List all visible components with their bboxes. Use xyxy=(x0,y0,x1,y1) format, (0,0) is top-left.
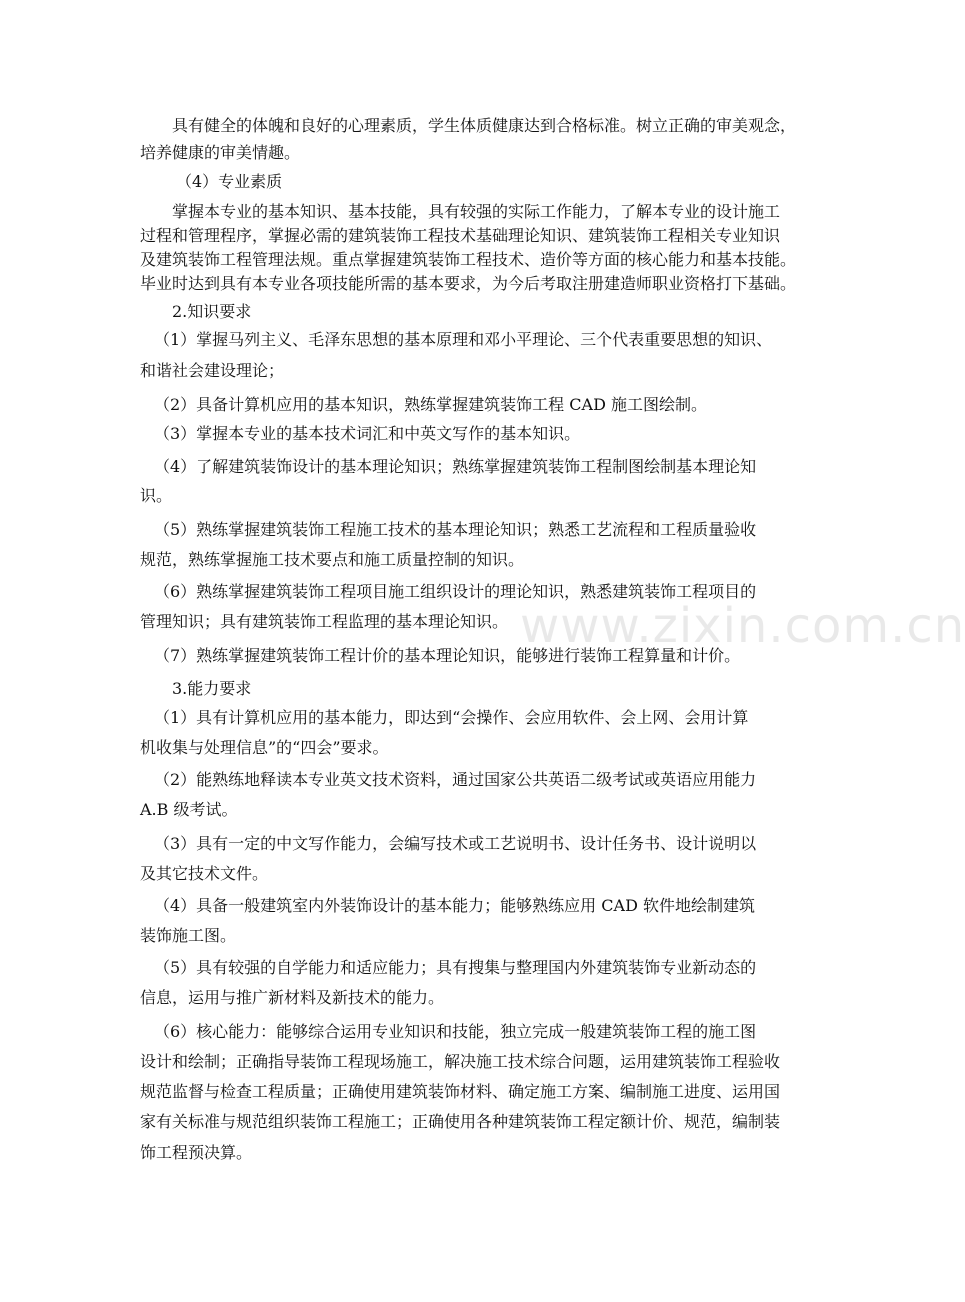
text-line: （5）熟练掌握建筑装饰工程施工技术的基本理论知识；熟悉工艺流程和工程质量验收 xyxy=(154,520,757,539)
text-line: （6）核心能力：能够综合运用专业知识和技能，独立完成一般建筑装饰工程的施工图 xyxy=(154,1022,757,1041)
text-line: 毕业时达到具有本专业各项技能所需的基本要求，为今后考取注册建造师职业资格打下基础。 xyxy=(140,274,797,293)
text-line: （4）了解建筑装饰设计的基本理论知识；熟练掌握建筑装饰工程制图绘制基本理论知 xyxy=(154,457,757,476)
text-line: 设计和绘制；正确指导装饰工程现场施工，解决施工技术综合问题，运用建筑装饰工程验收 xyxy=(140,1052,781,1071)
text-line: 管理知识；具有建筑装饰工程监理的基本理论知识。 xyxy=(140,612,509,631)
text-line: （7）熟练掌握建筑装饰工程计价的基本理论知识，能够进行装饰工程算量和计价。 xyxy=(154,646,741,665)
text-line: 识。 xyxy=(140,486,173,505)
text-line: 家有关标准与规范组织装饰工程施工；正确使用各种建筑装饰工程定额计价、规范，编制装 xyxy=(140,1112,781,1131)
text-line: （4）具备一般建筑室内外装饰设计的基本能力；能够熟练应用 CAD 软件地绘制建筑 xyxy=(154,896,755,915)
text-line: 及建筑装饰工程管理法规。重点掌握建筑装饰工程技术、造价等方面的核心能力和基本技能。 xyxy=(140,250,797,269)
section-heading: 2.知识要求 xyxy=(172,302,252,321)
text-line: 和谐社会建设理论； xyxy=(140,361,285,380)
text-line: （1）掌握马列主义、毛泽东思想的基本原理和邓小平理论、三个代表重要思想的知识、 xyxy=(154,330,773,349)
text-line: 规范，熟练掌握施工技术要点和施工质量控制的知识。 xyxy=(140,550,525,569)
text-line: （6）熟练掌握建筑装饰工程项目施工组织设计的理论知识，熟悉建筑装饰工程项目的 xyxy=(154,582,757,601)
text-line: （2）能熟练地释读本专业英文技术资料，通过国家公共英语二级考试或英语应用能力 xyxy=(154,770,757,789)
text-line: 装饰施工图。 xyxy=(140,926,237,945)
text-line: （5）具有较强的自学能力和适应能力；具有搜集与整理国内外建筑装饰专业新动态的 xyxy=(154,958,757,977)
section-heading: （4）专业素质 xyxy=(176,172,283,191)
text-line: （1）具有计算机应用的基本能力，即达到“会操作、会应用软件、会上网、会用计算 xyxy=(154,708,749,727)
text-line: 具有健全的体魄和良好的心理素质，学生体质健康达到合格标准。树立正确的审美观念， xyxy=(172,116,797,135)
text-line: （3）掌握本专业的基本技术词汇和中英文写作的基本知识。 xyxy=(154,424,581,443)
text-line: A.B 级考试。 xyxy=(140,800,238,819)
watermark: www.zixin.com.cn xyxy=(520,598,965,654)
text-line: 信息，运用与推广新材料及新技术的能力。 xyxy=(140,988,445,1007)
section-heading: 3.能力要求 xyxy=(172,679,252,698)
text-line: 过程和管理程序，掌握必需的建筑装饰工程技术基础理论知识、建筑装饰工程相关专业知识 xyxy=(140,226,781,245)
text-line: 机收集与处理信息”的“四会”要求。 xyxy=(140,738,389,757)
text-line: （2）具备计算机应用的基本知识，熟练掌握建筑装饰工程 CAD 施工图绘制。 xyxy=(154,395,707,414)
text-line: 规范监督与检查工程质量；正确使用建筑装饰材料、确定施工方案、编制施工进度、运用国 xyxy=(140,1082,781,1101)
text-line: 及其它技术文件。 xyxy=(140,864,269,883)
text-line: 饰工程预决算。 xyxy=(140,1143,253,1162)
text-line: 培养健康的审美情趣。 xyxy=(140,143,301,162)
text-line: 掌握本专业的基本知识、基本技能，具有较强的实际工作能力，了解本专业的设计施工 xyxy=(172,202,781,221)
text-line: （3）具有一定的中文写作能力，会编写技术或工艺说明书、设计任务书、设计说明以 xyxy=(154,834,757,853)
